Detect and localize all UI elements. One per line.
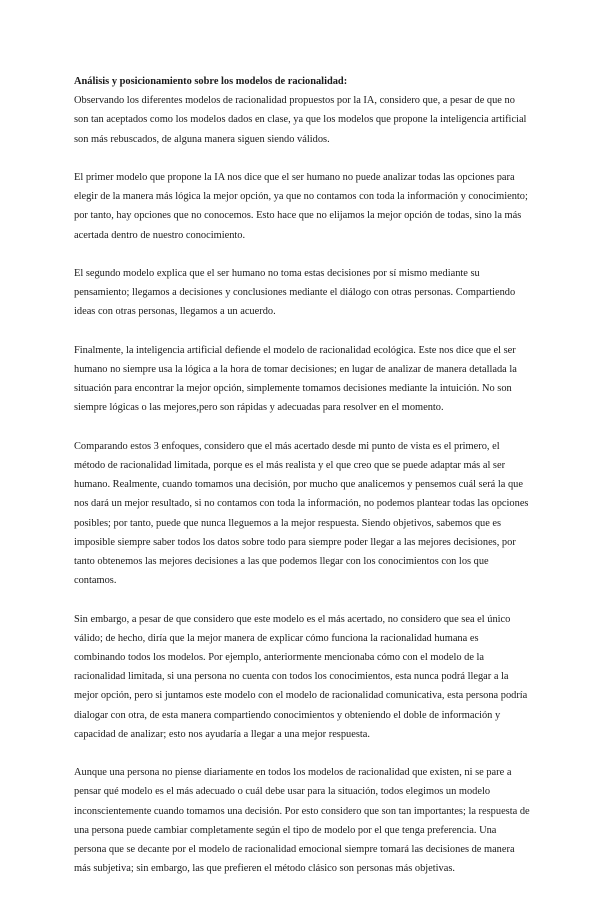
- paragraph-ecological-model: Finalmente, la inteligencia artificial defiende el modelo de racionalidad ecológica. Este nos dice que el ser humano no siempre usa la lógica a la hora de tomar decisiones; en lugar de analizar de manera detallada la situación para encontrar la mejor opción, simplemente tomamos decisiones mediante la intuición. No son siempre lógicas o las mejores,pero son rápidas y adecuadas para resolver en el momento.: [74, 344, 517, 414]
- paragraph-second-model: El segundo modelo explica que el ser humano no toma estas decisiones por sí mismo mediante su pensamiento; llegamos a decisiones y conclusiones mediante el diálogo con otras personas. Compartiendo ideas con otras personas, llegamos a un acuerdo.: [74, 268, 516, 318]
- paragraph-combination: Sin embargo, a pesar de que considero que este modelo es el más acertado, no considero que sea el único válido; de hecho, diría que la mejor manera de explicar cómo funciona la racionalidad humana es combinando todos los modelos. Por ejemplo, anteriormente mencionaba cómo con el modelo de la racionalidad limitada, si una persona no cuenta con todos los conocimientos, esta nunca podrá llegar a la mejor opción, pero si juntamos este modelo con el modelo de racionalidad comunicativa, esta persona podría dialogar con otra, de esta manera compartiendo conocimientos y obteniendo el doble de información y capacidad de analizar; esto nos ayudaría a llegar a una mejor respuesta.: [74, 613, 528, 740]
- document-page: [74, 72, 530, 898]
- paragraph-first-model: El primer modelo que propone la IA nos dice que el ser humano no puede analizar todas las opciones para elegir de la manera más lógica la mejor opción, ya que no contamos con toda la información y conocimiento; por tanto, hay opciones que no conocemos. Esto hace que no elijamos la mejor opción de todas, sino la más acertada dentro de nuestro conocimiento.: [74, 172, 528, 241]
- document-heading: Análisis y posicionamiento sobre los modelos de racionalidad:: [74, 76, 348, 87]
- paragraph-conclusion: Aunque una persona no piense diariamente en todos los modelos de racionalidad que existen, ni se pare a pensar qué modelo es el más adecuado o cuál debe usar para la situación, todos elegimos un modelo inconscientemente cuando tomamos una decisión. Por esto considero que son tan importantes; la respuesta de una persona puede cambiar completamente según el tipo de modelo por el que tenga preferencia. Una persona que se decante por el modelo de racionalidad emocional siempre tomará las decisiones de manera más subjetiva; sin embargo, las que prefieren el método clásico son personas más objetivas.: [74, 767, 530, 875]
- paragraph-intro: Observando los diferentes modelos de racionalidad propuestos por la IA, considero que, a pesar de que no son tan aceptados como los modelos dados en clase, ya que los modelos que propone la inteligencia artificial son más rebuscados, de alguna manera siguen siendo válidos.: [74, 95, 527, 145]
- paragraph-comparison: Comparando estos 3 enfoques, considero que el más acertado desde mi punto de vista es el primero, el método de racionalidad limitada, porque es el más realista y el que creo que se puede adaptar más al ser humano. Realmente, cuando tomamos una decisión, por mucho que analicemos y pensemos cuál será la que nos dará un mejor resultado, si no contamos con toda la información, no podemos plantear todas las opciones posibles; por tanto, puede que nunca lleguemos a la mejor respuesta. Siendo objetivos, sabemos que es imposible siempre saber todos los datos sobre todo para siempre poder llegar a las mejores decisiones, por tanto obtenemos las mejores decisiones a las que podemos llegar con los conocimientos con los que contamos.: [74, 440, 529, 587]
